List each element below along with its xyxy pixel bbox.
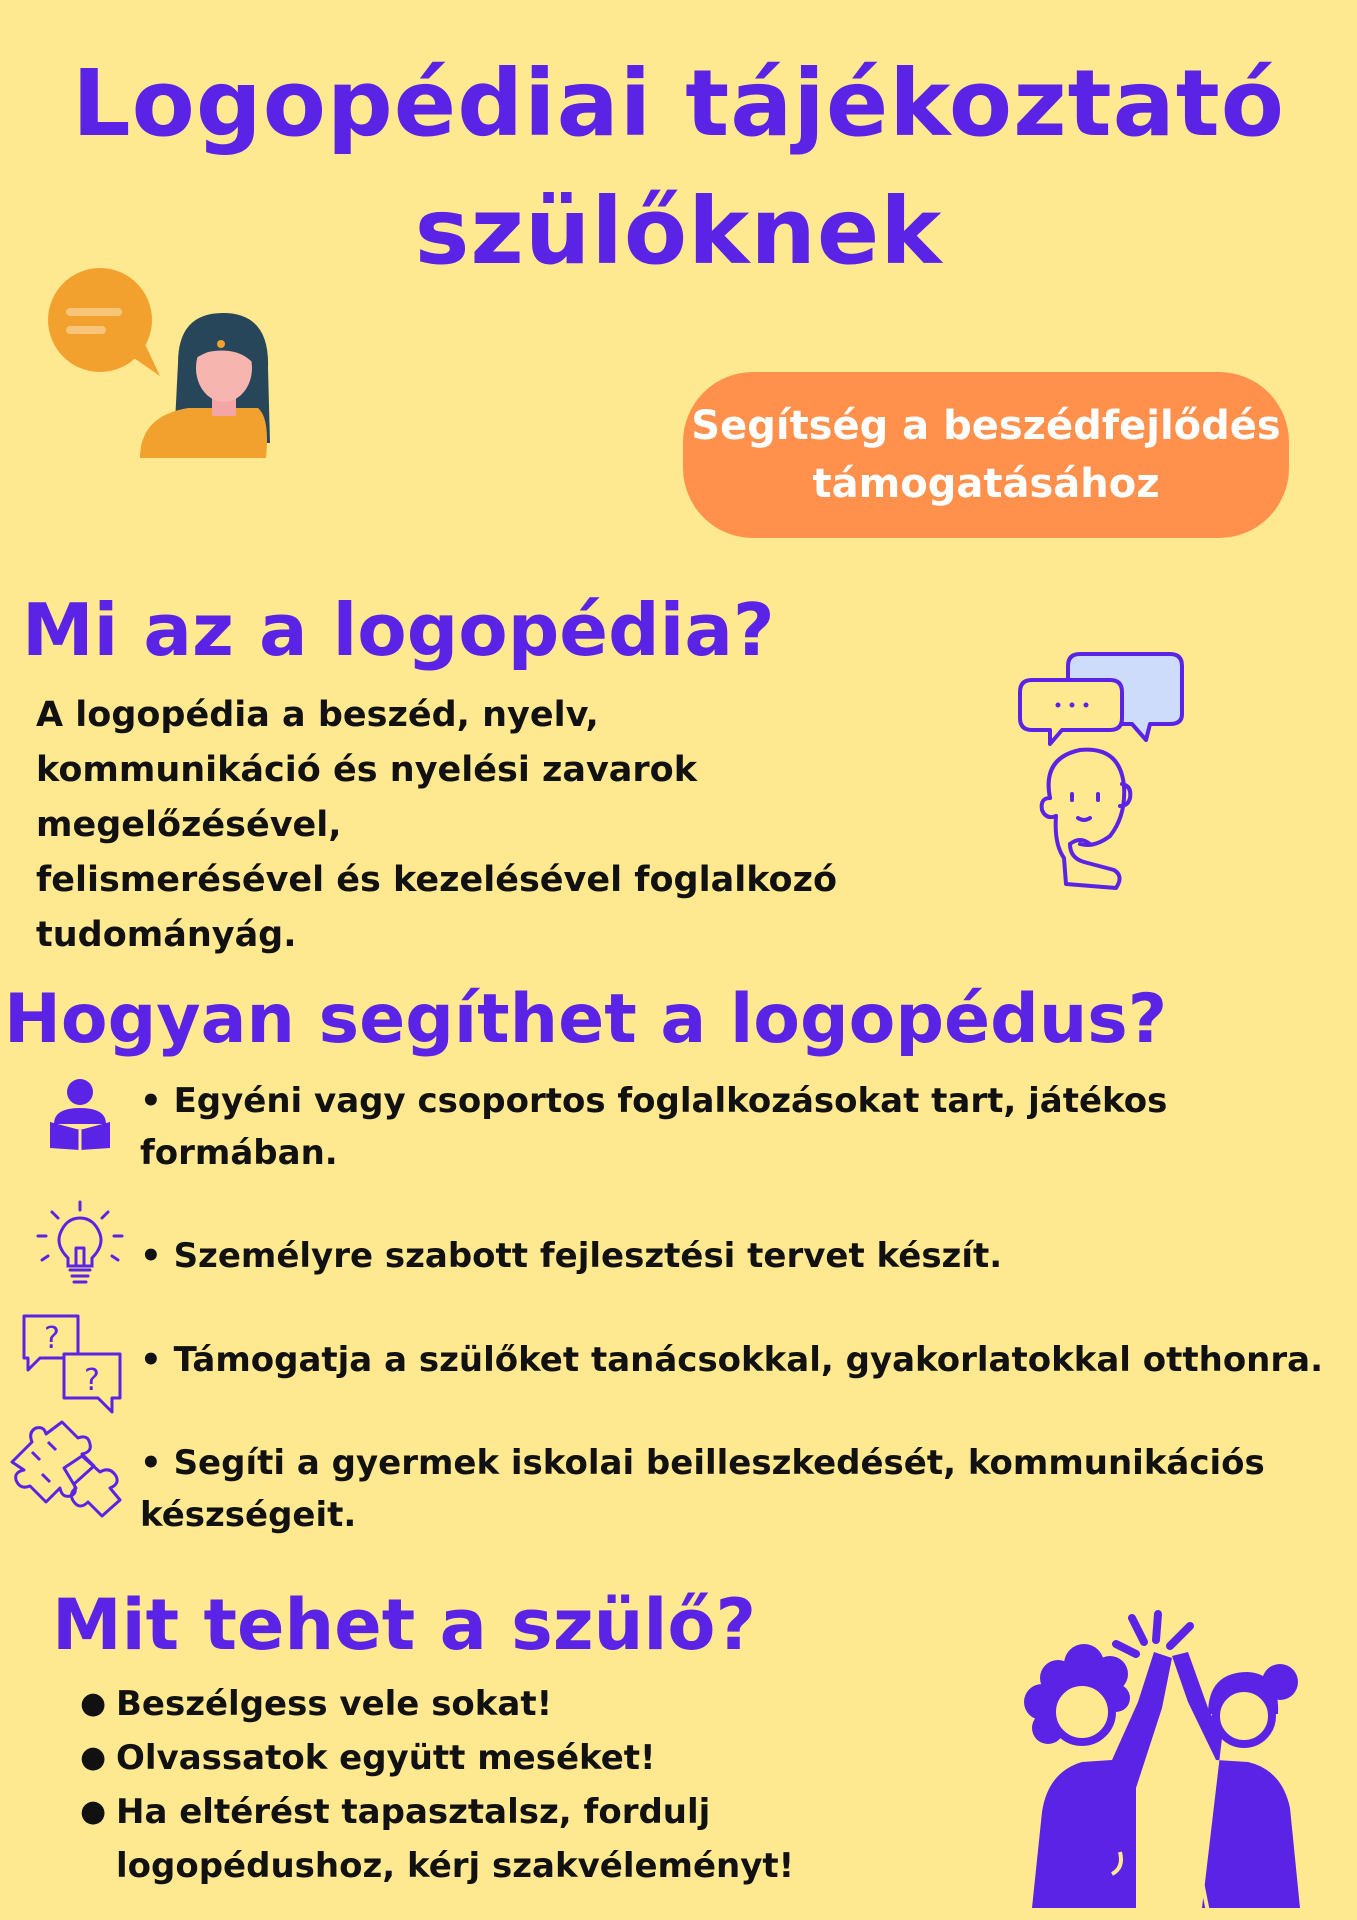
paragraph-line: kommunikáció és nyelési zavarok: [36, 750, 698, 790]
list-item-text: Beszélgess vele sokat!: [116, 1684, 553, 1724]
svg-text:?: ?: [84, 1363, 100, 1398]
subtitle-pill: [683, 372, 1289, 538]
paragraph-line: A logopédia a beszéd, nyelv,: [36, 695, 599, 735]
section-heading-what-parent-can-do: Mit tehet a szülő?: [52, 1584, 757, 1666]
help-item-line: formában.: [140, 1133, 338, 1173]
help-item-line: • Egyéni vagy csoportos foglalkozásokat tart, játékos: [140, 1081, 1168, 1121]
list-item: [80, 1677, 794, 1731]
page-title: [0, 40, 1357, 296]
lightbulb-icon: [32, 1200, 128, 1296]
section-heading-how-helps: Hogyan segíthet a logopédus?: [4, 980, 1168, 1059]
paragraph-line: megelőzésével,: [36, 805, 342, 845]
list-item-text: Olvassatok együtt meséket!: [116, 1738, 656, 1778]
help-item-line: • Segíti a gyermek iskolai beilleszkedését, kommunikációs: [140, 1443, 1265, 1483]
help-item-line: • Támogatja a szülőket tanácsokkal, gyakorlatokkal otthonra.: [140, 1340, 1324, 1380]
help-item: [140, 1437, 1265, 1541]
list-item-text: Ha eltérést tapasztalsz, fordulj: [116, 1792, 711, 1832]
parent-tips-list: [80, 1677, 794, 1893]
section-heading-what-is: Mi az a logopédia?: [22, 588, 775, 672]
speaking-woman-icon: [48, 268, 268, 458]
title-line-2: szülőknek: [414, 178, 943, 285]
list-item: [80, 1731, 794, 1785]
paragraph-line: felismerésével és kezelésével foglalkozó: [36, 860, 838, 900]
pill-line-2: támogatásához: [812, 461, 1160, 507]
question-bubbles-icon: [20, 1312, 126, 1416]
list-item: [80, 1785, 794, 1893]
reading-person-icon: [48, 1078, 112, 1150]
section-paragraph: [36, 688, 896, 963]
help-item: [140, 1075, 1167, 1179]
bullet-dot-icon: ●: [80, 1740, 107, 1775]
thinking-person-icon: [1020, 648, 1190, 898]
pill-line-1: Segítség a beszédfejlődés: [691, 403, 1281, 449]
help-item: [140, 1334, 1323, 1386]
paragraph-line: tudományág.: [36, 915, 297, 955]
puzzle-icon: [2, 1418, 126, 1520]
svg-text:?: ?: [44, 1321, 60, 1356]
list-item-text: logopédushoz, kérj szakvéleményt!: [116, 1846, 795, 1886]
bullet-dot-icon: ●: [80, 1794, 107, 1829]
help-item-line: • Személyre szabott fejlesztési tervet készít.: [140, 1236, 1003, 1276]
high-five-icon: [1012, 1612, 1312, 1908]
help-item-line: készségeit.: [140, 1495, 357, 1535]
title-line-1: Logopédiai tájékoztató: [72, 50, 1285, 157]
help-item: [140, 1230, 1002, 1282]
bullet-dot-icon: ●: [80, 1686, 107, 1721]
